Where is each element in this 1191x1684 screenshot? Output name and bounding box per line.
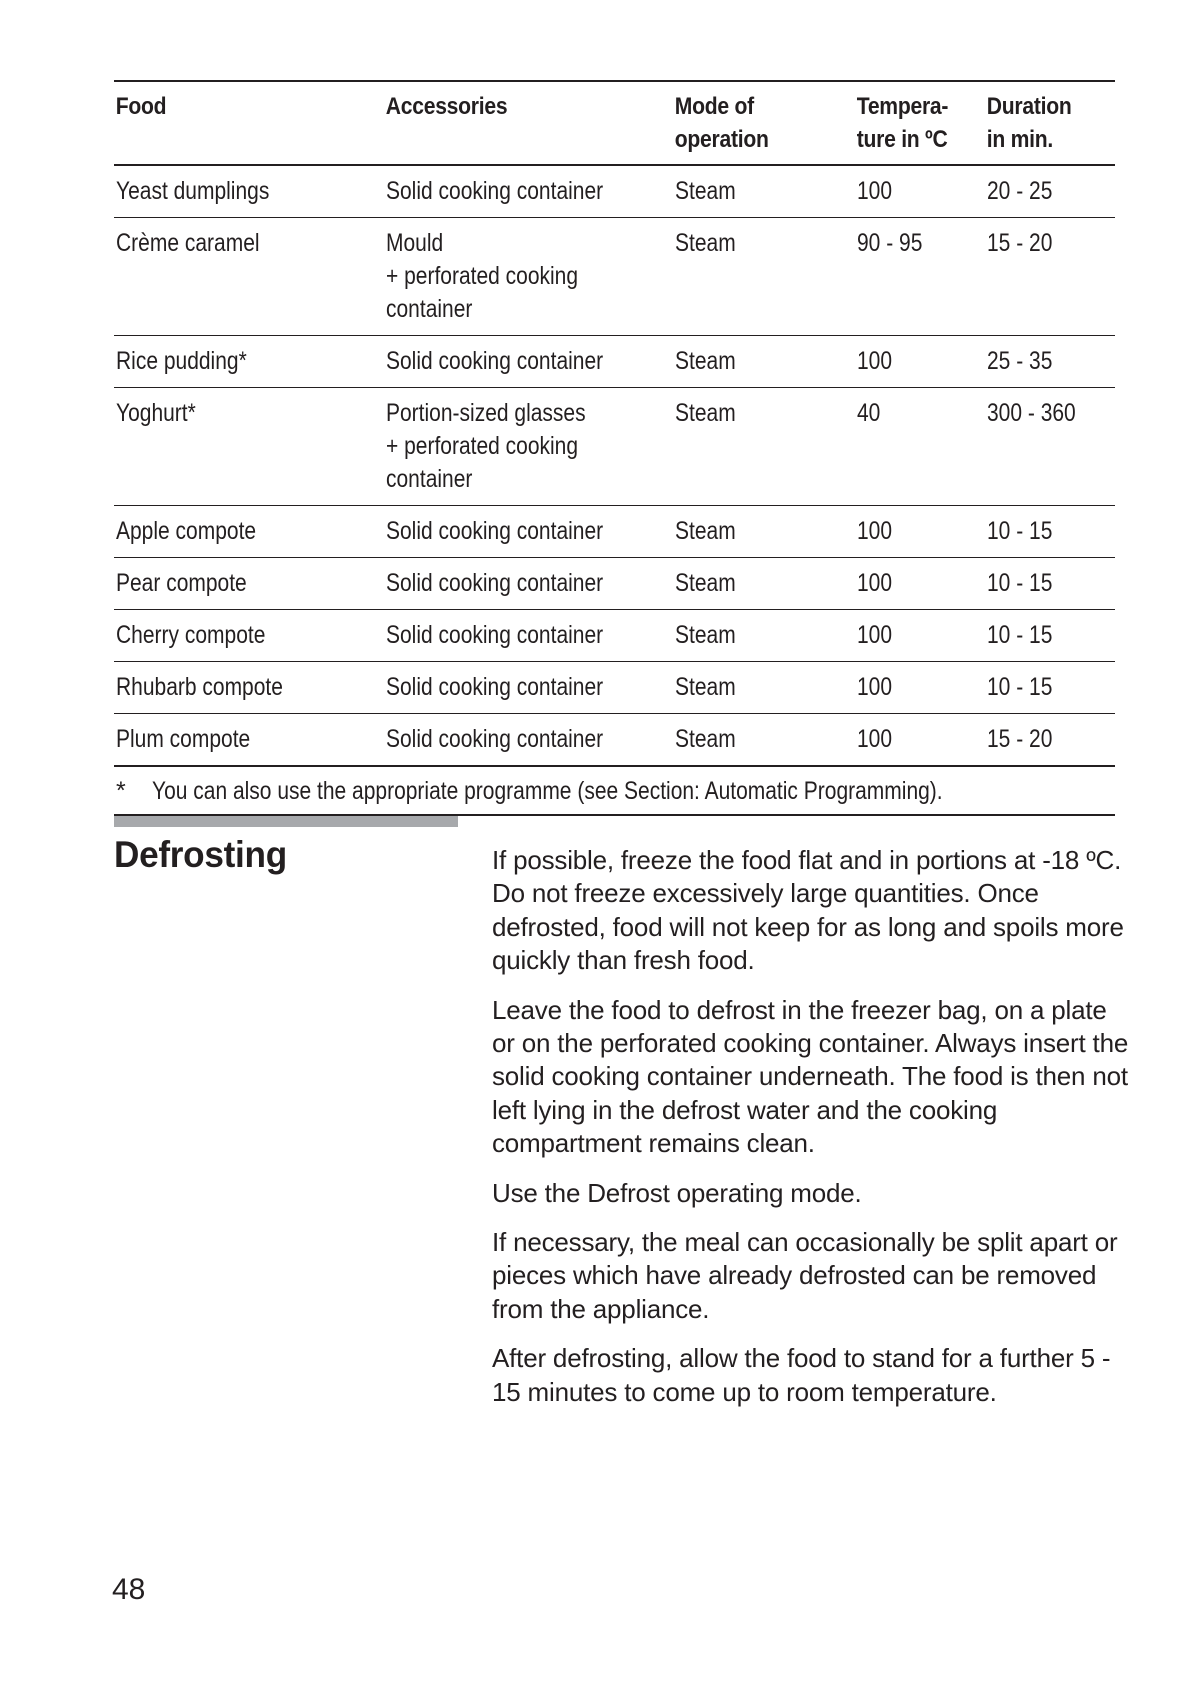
section-divider-bar — [114, 816, 458, 827]
cell-accessories: Solid cooking container — [384, 662, 673, 714]
header-accessories: Accessories — [384, 81, 638, 165]
cell-food: Yeast dumplings — [114, 165, 384, 218]
cell-mode: Steam — [673, 218, 855, 336]
cell-duration: 20 - 25 — [985, 165, 1115, 218]
body-paragraph: If necessary, the meal can occasionally be split apart or pieces which have already defrosted can be removed from the appliance. — [492, 1227, 1118, 1324]
cell-mode: Steam — [673, 610, 855, 662]
cell-mode: Steam — [673, 336, 855, 388]
cell-temperature: 100 — [855, 165, 985, 218]
cell-food: Apple compote — [114, 506, 384, 558]
footnote-text: You can also use the appropriate programme (see Section: Automatic Programming). — [152, 777, 943, 805]
section-body — [492, 844, 1132, 1425]
cell-accessories: Solid cooking container — [384, 714, 673, 767]
table-row — [114, 558, 1115, 610]
table-footnote — [114, 767, 1115, 816]
cell-accessories: Solid cooking container — [384, 336, 673, 388]
table-row — [114, 714, 1115, 767]
cell-temperature: 100 — [855, 336, 985, 388]
cell-food: Crème caramel — [114, 218, 384, 336]
header-food: Food — [114, 81, 352, 165]
cell-mode: Steam — [673, 662, 855, 714]
cell-temperature: 100 — [855, 558, 985, 610]
table-row — [114, 506, 1115, 558]
cell-duration: 10 - 15 — [985, 662, 1115, 714]
cell-duration: 10 - 15 — [985, 610, 1115, 662]
footnote-asterisk: * — [116, 777, 126, 805]
table-row — [114, 336, 1115, 388]
cell-temperature: 100 — [855, 662, 985, 714]
cell-temperature: 100 — [855, 714, 985, 767]
table-row — [114, 388, 1115, 506]
cell-mode: Steam — [673, 388, 855, 506]
cell-food: Cherry compote — [114, 610, 384, 662]
cell-food: Yoghurt* — [114, 388, 384, 506]
cell-duration: 25 - 35 — [985, 336, 1115, 388]
header-mode: Mode of operation — [673, 81, 833, 165]
cell-food: Rice pudding* — [114, 336, 384, 388]
cell-duration: 15 - 20 — [985, 218, 1115, 336]
cell-mode: Steam — [673, 165, 855, 218]
cell-temperature: 90 - 95 — [855, 218, 985, 336]
table-row — [114, 165, 1115, 218]
body-paragraph: After defrosting, allow the food to stand for a further 5 - 15 minutes to come up to room temperature. — [492, 1343, 1111, 1407]
body-paragraph: Use the Defrost operating mode. — [492, 1177, 862, 1208]
cell-food: Pear compote — [114, 558, 384, 610]
cell-food: Rhubarb compote — [114, 662, 384, 714]
cell-accessories: Solid cooking container — [384, 506, 673, 558]
table-header-row — [114, 81, 1115, 165]
cell-food: Plum compote — [114, 714, 384, 767]
cell-accessories: Solid cooking container — [384, 610, 673, 662]
cell-accessories: Portion-sized glasses + perforated cooking container — [384, 388, 673, 506]
table-body — [114, 165, 1115, 766]
table-row — [114, 662, 1115, 714]
body-paragraph: Leave the food to defrost in the freezer bag, on a plate or on the perforated cooking container. Always insert the solid cooking container underneath. The food is then not left lying in the defrost water and the cooking compartment remains clean. — [492, 994, 1129, 1159]
header-temperature: Tempera- ture in ºC — [855, 81, 969, 165]
cell-accessories: Mould + perforated cooking container — [384, 218, 673, 336]
table-row — [114, 218, 1115, 336]
cell-duration: 15 - 20 — [985, 714, 1115, 767]
cooking-table — [114, 80, 1115, 767]
page-number: 48 — [112, 1573, 146, 1606]
cell-temperature: 100 — [855, 506, 985, 558]
cell-mode: Steam — [673, 714, 855, 767]
cell-accessories: Solid cooking container — [384, 165, 673, 218]
table-row — [114, 610, 1115, 662]
cell-duration: 10 - 15 — [985, 506, 1115, 558]
cell-accessories: Solid cooking container — [384, 558, 673, 610]
cell-temperature: 40 — [855, 388, 985, 506]
cell-mode: Steam — [673, 558, 855, 610]
section-title: Defrosting — [114, 834, 287, 875]
cell-duration: 300 - 360 — [985, 388, 1115, 506]
cell-mode: Steam — [673, 506, 855, 558]
body-paragraph: If possible, freeze the food flat and in portions at -18 ºC. Do not freeze excessively large quantities. Once defrosted, food will not keep for as long and spoils more quickly than fresh food. — [492, 845, 1124, 976]
header-duration: Duration in min. — [985, 81, 1099, 165]
cooking-table-section — [114, 80, 1115, 816]
cell-temperature: 100 — [855, 610, 985, 662]
cell-duration: 10 - 15 — [985, 558, 1115, 610]
